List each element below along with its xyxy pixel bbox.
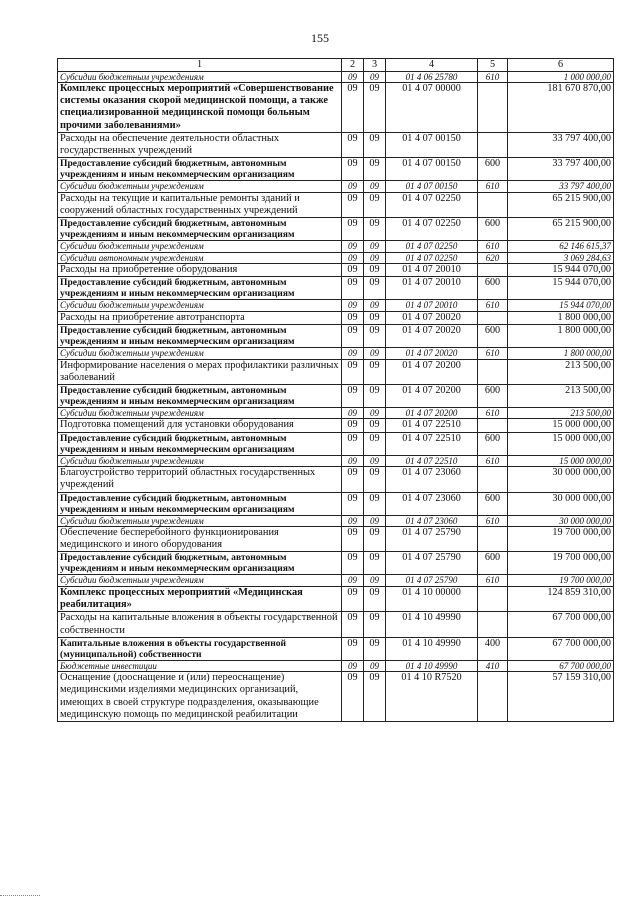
row-subsection: 09: [364, 672, 386, 722]
row-amount: 1 000 000,00: [508, 71, 614, 83]
row-target-code: 01 4 07 20020: [386, 325, 478, 348]
row-target-code: 01 4 07 23060: [386, 492, 478, 515]
row-section: 09: [342, 407, 364, 419]
row-target-code: 01 4 10 49990: [386, 612, 478, 637]
row-target-code: 01 4 07 25790: [386, 527, 478, 552]
table-row: [58, 132, 614, 157]
table-row: [58, 455, 614, 467]
row-subsection: 09: [364, 83, 386, 133]
row-section: 09: [342, 252, 364, 264]
row-target-code: 01 4 10 49990: [386, 637, 478, 660]
row-expense-type: 600: [478, 218, 508, 241]
row-subsection: 09: [364, 71, 386, 83]
row-expense-type: 410: [478, 660, 508, 672]
row-subsection: 09: [364, 384, 386, 407]
row-section: 09: [342, 325, 364, 348]
row-subsection: 09: [364, 515, 386, 527]
row-section: 09: [342, 637, 364, 660]
row-expense-type: 610: [478, 181, 508, 193]
row-expense-type: [478, 83, 508, 133]
header-col-6: 6: [508, 59, 614, 72]
row-name: Предоставление субсидий бюджетным, автономным учреждениям и иным некоммерческим организациям: [58, 492, 342, 515]
row-expense-type: 610: [478, 241, 508, 253]
row-section: 09: [342, 300, 364, 312]
row-amount: 33 797 400,00: [508, 132, 614, 157]
row-name: Расходы на обеспечение деятельности областных государственных учреждений: [58, 132, 342, 157]
row-section: 09: [342, 432, 364, 455]
row-section: 09: [342, 384, 364, 407]
row-subsection: 09: [364, 158, 386, 181]
row-section: 09: [342, 552, 364, 575]
row-target-code: 01 4 07 20010: [386, 277, 478, 300]
table-row: [58, 672, 614, 722]
row-name: Комплекс процессных мероприятий «Медицинская реабилитация»: [58, 586, 342, 611]
table-row: [58, 181, 614, 193]
table-row: [58, 575, 614, 587]
table-row: [58, 277, 614, 300]
row-amount: 1 800 000,00: [508, 348, 614, 360]
row-name: Субсидии бюджетным учреждениям: [58, 455, 342, 467]
row-target-code: 01 4 07 23060: [386, 467, 478, 492]
row-subsection: 09: [364, 264, 386, 277]
table-row: [58, 264, 614, 277]
row-subsection: 09: [364, 181, 386, 193]
row-subsection: 09: [364, 325, 386, 348]
row-section: 09: [342, 192, 364, 217]
row-amount: 3 069 284,63: [508, 252, 614, 264]
header-col-5: 5: [478, 59, 508, 72]
row-target-code: 01 4 07 20200: [386, 384, 478, 407]
row-amount: 33 797 400,00: [508, 158, 614, 181]
row-amount: 124 859 310,00: [508, 586, 614, 611]
row-section: 09: [342, 71, 364, 83]
row-target-code: 01 4 07 00150: [386, 158, 478, 181]
table-row: [58, 83, 614, 133]
row-expense-type: [478, 527, 508, 552]
row-expense-type: [478, 264, 508, 277]
row-target-code: 01 4 07 02250: [386, 218, 478, 241]
row-name: Предоставление субсидий бюджетным, автономным учреждениям и иным некоммерческим организациям: [58, 325, 342, 348]
row-amount: 15 000 000,00: [508, 419, 614, 432]
row-name: Субсидии автономным учреждениям: [58, 252, 342, 264]
row-expense-type: 610: [478, 300, 508, 312]
row-expense-type: 610: [478, 348, 508, 360]
row-expense-type: 600: [478, 552, 508, 575]
table-row: [58, 71, 614, 83]
row-amount: 1 800 000,00: [508, 311, 614, 324]
row-subsection: 09: [364, 419, 386, 432]
row-amount: 213 500,00: [508, 384, 614, 407]
row-subsection: 09: [364, 432, 386, 455]
row-subsection: 09: [364, 455, 386, 467]
row-expense-type: 620: [478, 252, 508, 264]
row-amount: 30 000 000,00: [508, 492, 614, 515]
row-section: 09: [342, 359, 364, 384]
row-amount: 213 500,00: [508, 359, 614, 384]
table-row: [58, 384, 614, 407]
row-expense-type: [478, 586, 508, 611]
row-target-code: 01 4 07 20200: [386, 407, 478, 419]
row-section: 09: [342, 83, 364, 133]
row-section: 09: [342, 586, 364, 611]
table-row: [58, 325, 614, 348]
table-header-row: [58, 59, 614, 72]
row-expense-type: 610: [478, 71, 508, 83]
row-amount: 67 700 000,00: [508, 612, 614, 637]
row-target-code: 01 4 07 20200: [386, 359, 478, 384]
row-expense-type: 610: [478, 575, 508, 587]
table-row: [58, 552, 614, 575]
row-name: Информирование населения о мерах профилактики различных заболеваний: [58, 359, 342, 384]
row-expense-type: 600: [478, 277, 508, 300]
row-expense-type: [478, 192, 508, 217]
row-amount: 1 800 000,00: [508, 325, 614, 348]
row-section: 09: [342, 527, 364, 552]
row-target-code: 01 4 06 25780: [386, 71, 478, 83]
row-expense-type: [478, 672, 508, 722]
row-name: Комплекс процессных мероприятий «Совершенствование системы оказания скорой медицинской помощи, а также специализированной медицинской помощи больным прочими заболеваниями»: [58, 83, 342, 133]
row-target-code: 01 4 07 20020: [386, 348, 478, 360]
table-row: [58, 359, 614, 384]
row-name: Предоставление субсидий бюджетным, автономным учреждениям и иным некоммерческим организациям: [58, 432, 342, 455]
row-name: Субсидии бюджетным учреждениям: [58, 300, 342, 312]
row-subsection: 09: [364, 612, 386, 637]
row-section: 09: [342, 311, 364, 324]
row-target-code: 01 4 07 20010: [386, 264, 478, 277]
row-amount: 19 700 000,00: [508, 552, 614, 575]
row-name: Подготовка помещений для установки оборудования: [58, 419, 342, 432]
row-subsection: 09: [364, 527, 386, 552]
row-expense-type: [478, 419, 508, 432]
row-target-code: 01 4 07 02250: [386, 252, 478, 264]
margin-mark: [0, 895, 40, 897]
page-number: 155: [311, 31, 329, 45]
row-amount: 15 944 070,00: [508, 300, 614, 312]
row-expense-type: 600: [478, 325, 508, 348]
row-name: Обеспечение бесперебойного функционирования медицинского и иного оборудования: [58, 527, 342, 552]
row-amount: 15 944 070,00: [508, 264, 614, 277]
table-row: [58, 660, 614, 672]
row-target-code: 01 4 07 00150: [386, 132, 478, 157]
row-amount: 181 670 870,00: [508, 83, 614, 133]
row-name: Субсидии бюджетным учреждениям: [58, 348, 342, 360]
row-amount: 57 159 310,00: [508, 672, 614, 722]
row-name: Расходы на приобретение автотранспорта: [58, 311, 342, 324]
row-target-code: 01 4 10 49990: [386, 660, 478, 672]
row-amount: 62 146 615,37: [508, 241, 614, 253]
row-amount: 65 215 900,00: [508, 218, 614, 241]
header-col-4: 4: [386, 59, 478, 72]
row-section: 09: [342, 672, 364, 722]
row-section: 09: [342, 419, 364, 432]
table-row: [58, 492, 614, 515]
row-subsection: 09: [364, 277, 386, 300]
row-subsection: 09: [364, 252, 386, 264]
row-section: 09: [342, 181, 364, 193]
row-expense-type: 600: [478, 158, 508, 181]
row-subsection: 09: [364, 241, 386, 253]
row-amount: 19 700 000,00: [508, 575, 614, 587]
row-expense-type: 610: [478, 515, 508, 527]
row-expense-type: [478, 132, 508, 157]
row-section: 09: [342, 132, 364, 157]
budget-table: [57, 58, 614, 722]
row-subsection: 09: [364, 132, 386, 157]
table-row: [58, 348, 614, 360]
row-section: 09: [342, 241, 364, 253]
row-target-code: 01 4 07 25790: [386, 575, 478, 587]
row-amount: 33 797 400,00: [508, 181, 614, 193]
row-expense-type: 610: [478, 455, 508, 467]
row-name: Субсидии бюджетным учреждениям: [58, 515, 342, 527]
table-row: [58, 241, 614, 253]
table-body: [58, 71, 614, 722]
row-section: 09: [342, 277, 364, 300]
row-name: Расходы на капитальные вложения в объекты государственной собственности: [58, 612, 342, 637]
row-subsection: 09: [364, 359, 386, 384]
row-expense-type: 600: [478, 384, 508, 407]
table-row: [58, 158, 614, 181]
header-col-3: 3: [364, 59, 386, 72]
row-subsection: 09: [364, 311, 386, 324]
table-row: [58, 467, 614, 492]
table-row: [58, 218, 614, 241]
row-amount: 30 000 000,00: [508, 515, 614, 527]
header-col-1: 1: [58, 59, 342, 72]
row-target-code: 01 4 07 23060: [386, 515, 478, 527]
row-name: Расходы на текущие и капитальные ремонты зданий и сооружений областных государственных учреждений: [58, 192, 342, 217]
table-row: [58, 311, 614, 324]
row-subsection: 09: [364, 492, 386, 515]
row-subsection: 09: [364, 192, 386, 217]
row-target-code: 01 4 07 20020: [386, 311, 478, 324]
table-row: [58, 192, 614, 217]
row-expense-type: 600: [478, 492, 508, 515]
row-name: Предоставление субсидий бюджетным, автономным учреждениям и иным некоммерческим организациям: [58, 158, 342, 181]
row-section: 09: [342, 348, 364, 360]
row-section: 09: [342, 158, 364, 181]
row-name: Оснащение (дооснащение и (или) переоснащение) медицинскими изделиями медицинских организаций, имеющих в своей структуре подразделения, оказывающие медицинскую помощь по медицинской реабилитации: [58, 672, 342, 722]
row-subsection: 09: [364, 586, 386, 611]
row-amount: 67 700 000,00: [508, 637, 614, 660]
table-row: [58, 252, 614, 264]
row-target-code: 01 4 07 22510: [386, 419, 478, 432]
row-expense-type: [478, 612, 508, 637]
table-row: [58, 432, 614, 455]
row-expense-type: 610: [478, 407, 508, 419]
row-name: Субсидии бюджетным учреждениям: [58, 575, 342, 587]
row-target-code: 01 4 07 02250: [386, 241, 478, 253]
row-name: Субсидии бюджетным учреждениям: [58, 407, 342, 419]
row-subsection: 09: [364, 660, 386, 672]
table-row: [58, 637, 614, 660]
row-name: Предоставление субсидий бюджетным, автономным учреждениям и иным некоммерческим организациям: [58, 384, 342, 407]
row-name: Субсидии бюджетным учреждениям: [58, 71, 342, 83]
row-target-code: 01 4 07 20010: [386, 300, 478, 312]
row-target-code: 01 4 07 22510: [386, 432, 478, 455]
row-name: Предоставление субсидий бюджетным, автономным учреждениям и иным некоммерческим организациям: [58, 552, 342, 575]
row-subsection: 09: [364, 218, 386, 241]
row-amount: 30 000 000,00: [508, 467, 614, 492]
row-name: Расходы на приобретение оборудования: [58, 264, 342, 277]
row-target-code: 01 4 07 00150: [386, 181, 478, 193]
row-expense-type: 400: [478, 637, 508, 660]
row-section: 09: [342, 218, 364, 241]
row-target-code: 01 4 07 02250: [386, 192, 478, 217]
header-col-2: 2: [342, 59, 364, 72]
row-amount: 65 215 900,00: [508, 192, 614, 217]
row-name: Субсидии бюджетным учреждениям: [58, 241, 342, 253]
row-target-code: 01 4 07 22510: [386, 455, 478, 467]
row-name: Предоставление субсидий бюджетным, автономным учреждениям и иным некоммерческим организациям: [58, 218, 342, 241]
table-row: [58, 612, 614, 637]
row-amount: 15 944 070,00: [508, 277, 614, 300]
row-amount: 15 000 000,00: [508, 455, 614, 467]
row-target-code: 01 4 07 00000: [386, 83, 478, 133]
row-subsection: 09: [364, 348, 386, 360]
row-section: 09: [342, 515, 364, 527]
row-target-code: 01 4 10 R7520: [386, 672, 478, 722]
row-target-code: 01 4 10 00000: [386, 586, 478, 611]
row-amount: 213 500,00: [508, 407, 614, 419]
row-name: Благоустройство территорий областных государственных учреждений: [58, 467, 342, 492]
row-section: 09: [342, 612, 364, 637]
row-name: Предоставление субсидий бюджетным, автономным учреждениям и иным некоммерческим организациям: [58, 277, 342, 300]
row-section: 09: [342, 492, 364, 515]
row-section: 09: [342, 455, 364, 467]
row-subsection: 09: [364, 575, 386, 587]
row-expense-type: [478, 467, 508, 492]
row-expense-type: [478, 311, 508, 324]
row-section: 09: [342, 467, 364, 492]
table-row: [58, 527, 614, 552]
row-name: Капитальные вложения в объекты государственной (муниципальной) собственности: [58, 637, 342, 660]
row-section: 09: [342, 575, 364, 587]
row-section: 09: [342, 660, 364, 672]
table-row: [58, 300, 614, 312]
row-subsection: 09: [364, 552, 386, 575]
row-subsection: 09: [364, 637, 386, 660]
row-amount: 19 700 000,00: [508, 527, 614, 552]
row-subsection: 09: [364, 467, 386, 492]
row-name: Бюджетные инвестиции: [58, 660, 342, 672]
table-row: [58, 407, 614, 419]
row-target-code: 01 4 07 25790: [386, 552, 478, 575]
row-amount: 15 000 000,00: [508, 432, 614, 455]
row-expense-type: 600: [478, 432, 508, 455]
row-name: Субсидии бюджетным учреждениям: [58, 181, 342, 193]
row-section: 09: [342, 264, 364, 277]
table-row: [58, 419, 614, 432]
table-row: [58, 515, 614, 527]
row-amount: 67 700 000,00: [508, 660, 614, 672]
row-expense-type: [478, 359, 508, 384]
table-row: [58, 586, 614, 611]
row-subsection: 09: [364, 300, 386, 312]
row-subsection: 09: [364, 407, 386, 419]
